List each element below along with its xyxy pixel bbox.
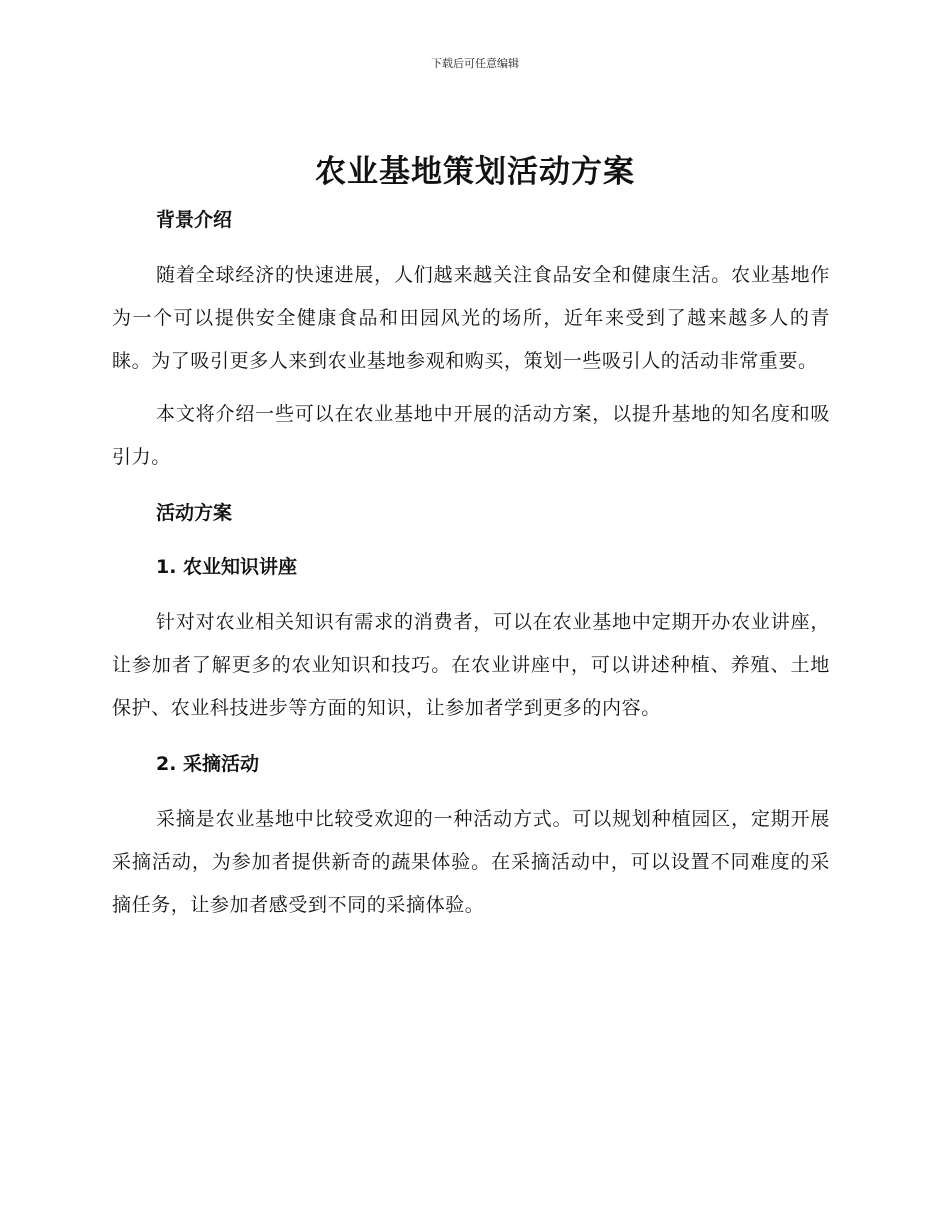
- header-note: 下载后可任意编辑: [431, 57, 519, 70]
- document-body: [112, 200, 830, 927]
- paragraph-background-1: 随着全球经济的快速进展，人们越来越关注食品安全和健康生活。农业基地作为一个可以提供安全健康食品和田园风光的场所，近年来受到了越来越多人的青睐。为了吸引更多人来到农业基地参观和购买，策划一些吸引人的活动非常重要。: [112, 264, 830, 372]
- spacer: [112, 383, 830, 393]
- section-heading-plan: 活动方案: [156, 502, 233, 524]
- paragraph-picking: 采摘是农业基地中比较受欢迎的一种活动方式。可以规划种植园区，定期开展采摘活动，为参加者提供新奇的蔬果体验。在采摘活动中，可以设置不同难度的采摘任务，让参加者感受到不同的采摘体验。: [112, 808, 830, 916]
- spacer: [112, 240, 830, 254]
- document-title: 农业基地策划活动方案: [315, 154, 635, 190]
- paragraph-background-2: 本文将介绍一些可以在农业基地中开展的活动方案，以提升基地的知名度和吸引力。: [112, 403, 830, 468]
- section-heading-background: 背景介绍: [156, 209, 233, 231]
- spacer: [112, 730, 830, 744]
- spacer: [112, 587, 830, 601]
- item-heading-lecture: 1. 农业知识讲座: [156, 556, 298, 578]
- paragraph-lecture: 针对对农业相关知识有需求的消费者，可以在农业基地中定期开办农业讲座，让参加者了解更多的农业知识和技巧。在农业讲座中，可以讲述种植、养殖、土地保护、农业科技进步等方面的知识，让参加者学到更多的内容。: [112, 611, 830, 719]
- spacer: [112, 479, 830, 493]
- spacer: [112, 533, 830, 547]
- item-heading-picking: 2. 采摘活动: [156, 753, 260, 775]
- spacer: [112, 784, 830, 798]
